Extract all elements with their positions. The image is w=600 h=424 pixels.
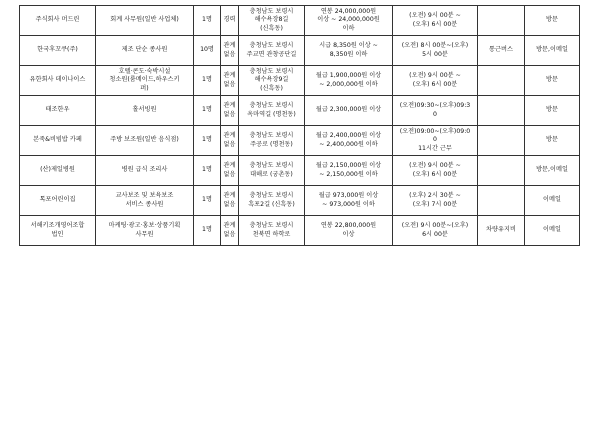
- contact-method-cell: 방문: [525, 126, 580, 156]
- career-cell: 관계 없음: [221, 216, 239, 246]
- location-cell: 충청남도 보령시 천북면 하학로: [239, 216, 305, 246]
- job-title-cell: 마케팅·광고·홍보·상품기획 사무원: [96, 216, 194, 246]
- career-cell: 경력: [221, 6, 239, 36]
- hours-cell: (오전)09:00~(오후)09:0 0 11시간 근무: [393, 126, 478, 156]
- company-cell: 서해키조개영어조합 법인: [20, 216, 96, 246]
- hours-cell: (오전)09:30~(오후)09:3 0: [393, 96, 478, 126]
- table-row: [20, 126, 580, 156]
- career-cell: 관계 없음: [221, 66, 239, 96]
- hours-cell: (오전) 9시 00분 ~ (오후) 6시 00분: [393, 156, 478, 186]
- career-cell: 관계 없음: [221, 186, 239, 216]
- benefit-cell: [478, 96, 525, 126]
- job-title-cell: 교사보조 및 보육보조 서비스 종사원: [96, 186, 194, 216]
- wage-cell: 월급 2,400,000원 이상 ~ 2,400,000원 이하: [305, 126, 393, 156]
- location-cell: 충청남도 보령시 주공로 (명천동): [239, 126, 305, 156]
- benefit-cell: 통근버스: [478, 36, 525, 66]
- headcount-cell: 1명: [194, 216, 221, 246]
- contact-method-cell: 방문,이메일: [525, 36, 580, 66]
- hours-cell: (오전) 9시 00분~(오후) 6시 00분: [393, 216, 478, 246]
- benefit-cell: [478, 6, 525, 36]
- table-row: [20, 96, 580, 126]
- headcount-cell: 10명: [194, 36, 221, 66]
- contact-method-cell: 방문: [525, 66, 580, 96]
- career-cell: 관계 없음: [221, 96, 239, 126]
- headcount-cell: 1명: [194, 126, 221, 156]
- company-cell: 본죽&비빔밥 카페: [20, 126, 96, 156]
- benefit-cell: [478, 66, 525, 96]
- company-cell: 태조한우: [20, 96, 96, 126]
- contact-method-cell: 이메일: [525, 186, 580, 216]
- table-row: [20, 66, 580, 96]
- job-title-cell: 회계 사무원(일반 사업체): [96, 6, 194, 36]
- location-cell: 충청남도 보령시 옥마역길 (명천동): [239, 96, 305, 126]
- benefit-cell: [478, 126, 525, 156]
- company-cell: 톡포어린이집: [20, 186, 96, 216]
- job-title-cell: 홀서빙원: [96, 96, 194, 126]
- headcount-cell: 1명: [194, 156, 221, 186]
- headcount-cell: 1명: [194, 96, 221, 126]
- location-cell: 충청남도 보령시 해수욕장8길 (신흑동): [239, 6, 305, 36]
- wage-cell: 연봉 22,800,000원 이상: [305, 216, 393, 246]
- benefit-cell: [478, 156, 525, 186]
- wage-cell: 월급 973,000원 이상 ~ 973,000원 이하: [305, 186, 393, 216]
- job-listing-table: [19, 5, 580, 246]
- table-row: [20, 36, 580, 66]
- location-cell: 충청남도 보령시 대해로 (궁촌동): [239, 156, 305, 186]
- wage-cell: 연봉 24,000,000원 이상 ~ 24,000,000원 이하: [305, 6, 393, 36]
- job-title-cell: 제조 단순 종사원: [96, 36, 194, 66]
- contact-method-cell: 이메일: [525, 216, 580, 246]
- hours-cell: (오후) 2시 30분 ~ (오후) 7시 00분: [393, 186, 478, 216]
- contact-method-cell: 방문: [525, 96, 580, 126]
- company-cell: 주식회사 머드린: [20, 6, 96, 36]
- hours-cell: (오전) 9시 00분 ~ (오후) 6시 00분: [393, 66, 478, 96]
- headcount-cell: 1명: [194, 186, 221, 216]
- benefit-cell: 차량유지비: [478, 216, 525, 246]
- contact-method-cell: 방문: [525, 6, 580, 36]
- wage-cell: 월급 2,300,000원 이상: [305, 96, 393, 126]
- headcount-cell: 1명: [194, 6, 221, 36]
- job-title-cell: 병원 급식 조리사: [96, 156, 194, 186]
- location-cell: 충청남도 보령시 주교면 관창공단길: [239, 36, 305, 66]
- job-title-cell: 주방 보조원(일반 음식점): [96, 126, 194, 156]
- career-cell: 관계 없음: [221, 156, 239, 186]
- company-cell: 유한회사 데이나이스: [20, 66, 96, 96]
- hours-cell: (오전) 9시 00분 ~ (오후) 6시 00분: [393, 6, 478, 36]
- company-cell: 한국후꼬쿠(주): [20, 36, 96, 66]
- table-row: [20, 186, 580, 216]
- location-cell: 충청남도 보령시 흑포2길 (신흑동): [239, 186, 305, 216]
- location-cell: 충청남도 보령시 해수욕장9길 (신흑동): [239, 66, 305, 96]
- wage-cell: 월급 2,150,000원 이상 ~ 2,150,000원 이하: [305, 156, 393, 186]
- contact-method-cell: 방문,이메일: [525, 156, 580, 186]
- wage-cell: 시급 8,350원 이상 ~ 8,350원 이하: [305, 36, 393, 66]
- job-title-cell: 호텔·콘도·숙박시설 청소원(룸메이드,하우스키 퍼): [96, 66, 194, 96]
- wage-cell: 월급 1,900,000원 이상 ~ 2,000,000원 이하: [305, 66, 393, 96]
- table-row: [20, 216, 580, 246]
- company-cell: (산)제일병원: [20, 156, 96, 186]
- headcount-cell: 1명: [194, 66, 221, 96]
- benefit-cell: [478, 186, 525, 216]
- hours-cell: (오전) 8시 00분~(오후) 5시 00분: [393, 36, 478, 66]
- table-row: [20, 6, 580, 36]
- table-row: [20, 156, 580, 186]
- career-cell: 관계 없음: [221, 126, 239, 156]
- career-cell: 관계 없음: [221, 36, 239, 66]
